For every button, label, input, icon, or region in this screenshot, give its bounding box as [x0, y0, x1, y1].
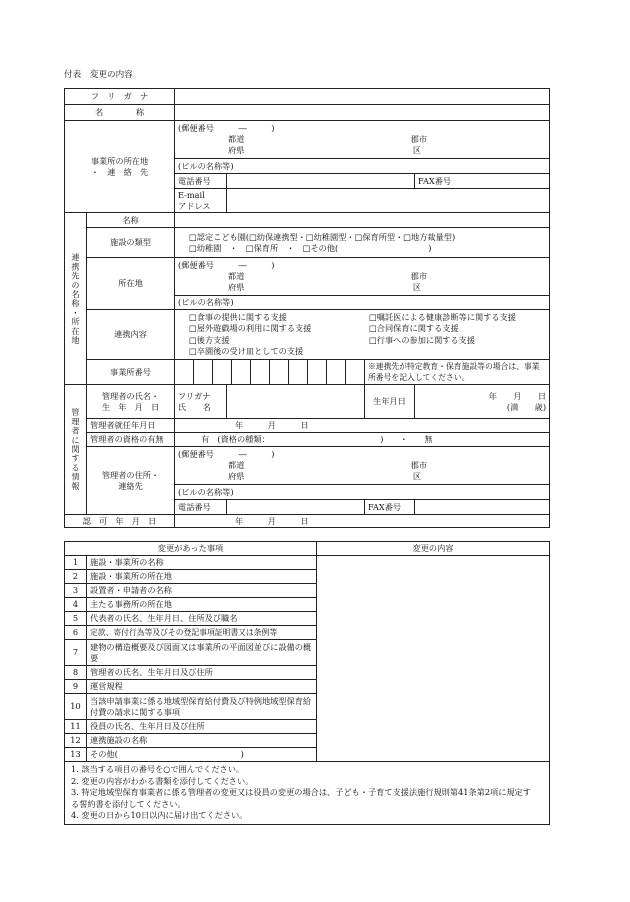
- change-item[interactable]: 定款、寄付行為等及びその登記事項証明書又は条例等: [87, 626, 317, 640]
- note-2: 2. 変更の内容がわかる書類を添付してください。: [71, 775, 254, 786]
- change-no: 3: [65, 584, 87, 598]
- change-item[interactable]: 設置者・申請者の名称: [87, 584, 317, 598]
- partner-name-field[interactable]: [175, 213, 550, 228]
- change-no: 10: [65, 694, 87, 720]
- birthdate-field[interactable]: 年 月 日 (満 歳): [415, 385, 550, 419]
- change-item[interactable]: その他( ): [87, 748, 317, 762]
- changes-table: [64, 541, 550, 825]
- changes-header-right: 変更の内容: [317, 542, 550, 556]
- office-location-label: 事業所の所在地 ・ 連 絡 先: [65, 121, 175, 213]
- manager-phone-label: 電話番号: [175, 500, 227, 515]
- building-name-field[interactable]: (ビルの名称等): [175, 159, 550, 174]
- manager-address-field[interactable]: (郵便番号 ― ) 都道 郡市 府県 区: [175, 447, 550, 485]
- manager-side-label: 管理者に関する情報: [65, 385, 87, 515]
- change-no: 13: [65, 748, 87, 762]
- office-no-note: ※連携先が特定教育・保育施設等の場合は、事業所番号を記入してください。: [365, 360, 550, 385]
- note-1: 1. 該当する項目の番号を○で囲んでください。: [71, 764, 245, 774]
- phone-label: 電話番号: [175, 174, 227, 189]
- qualification-label: 管理者の資格の有無: [87, 433, 175, 447]
- change-item[interactable]: 運営規程: [87, 680, 317, 694]
- birthdate-label: 生年月日: [365, 385, 415, 419]
- facility-type-label: 施設の類型: [87, 228, 175, 258]
- office-no-boxes[interactable]: [175, 360, 365, 385]
- office-no-label: 事業所番号: [87, 360, 175, 385]
- change-item[interactable]: 連携施設の名称: [87, 734, 317, 748]
- coop-label: 連携内容: [87, 310, 175, 360]
- change-no: 2: [65, 570, 87, 584]
- manager-fax-label: FAX番号: [365, 500, 415, 515]
- change-no: 4: [65, 598, 87, 612]
- partner-building-field[interactable]: (ビルの名称等): [175, 296, 550, 310]
- qualification-field[interactable]: 有 (資格の種類： ) ・ 無: [175, 433, 550, 447]
- manager-furigana-shimei-label: フリガナ 氏 名: [175, 385, 227, 419]
- notes: [65, 762, 550, 825]
- change-item[interactable]: 当該申請事業に係る地域型保育給付費及び特例地域型保育給付費の請求に関する事項: [87, 694, 317, 720]
- manager-address-label: 管理者の住所・ 連絡先: [87, 447, 175, 515]
- note-3: 3. 特定地域型保育事業者に係る管理者の変更又は役員の変更の場合は、子ども・子育て支援法施行規則第41条第2項に規定する誓約書を添付してください。: [71, 787, 531, 809]
- page-title: 付表 変更の内容: [64, 70, 133, 80]
- main-form-table: [64, 88, 550, 528]
- name-label: 名 称: [65, 105, 175, 121]
- change-item[interactable]: 建物の構造概要及び図面又は事業所の平面図並びに設備の概要: [87, 640, 317, 666]
- phone-field[interactable]: [227, 174, 415, 189]
- change-no: 9: [65, 680, 87, 694]
- change-item[interactable]: 役員の氏名、生年月日及び住所: [87, 720, 317, 734]
- partner-side-label: 連携先の名称・所在地: [65, 213, 87, 385]
- change-no: 1: [65, 556, 87, 570]
- office-address-field[interactable]: (郵便番号 ― ) 都道 郡市 府県 区: [175, 121, 550, 159]
- change-item[interactable]: 管理者の氏名、生年月日及び住所: [87, 666, 317, 680]
- approval-field[interactable]: 年 月 日: [175, 515, 550, 528]
- changes-header-left: 変更があった事項: [65, 542, 317, 556]
- appointed-field[interactable]: 年 月 日: [175, 419, 550, 433]
- change-item[interactable]: 代表者の氏名、生年月日、住所及び職名: [87, 612, 317, 626]
- change-no: 12: [65, 734, 87, 748]
- change-item[interactable]: 施設・事業所の所在地: [87, 570, 317, 584]
- change-item[interactable]: 施設・事業所の名称: [87, 556, 317, 570]
- email-label: E-mail アドレス: [175, 189, 227, 213]
- fax-label: FAX番号: [415, 174, 550, 189]
- manager-fax-field[interactable]: [415, 500, 550, 515]
- change-content-field[interactable]: [317, 556, 550, 762]
- change-no: 5: [65, 612, 87, 626]
- partner-address-field[interactable]: (郵便番号 ― ) 都道 郡市 府県 区: [175, 258, 550, 296]
- partner-location-label: 所在地: [87, 258, 175, 310]
- change-no: 7: [65, 640, 87, 666]
- note-4: 4. 変更の日から10日以内に届け出てください。: [71, 810, 248, 821]
- change-no: 6: [65, 626, 87, 640]
- partner-name-label: 名称: [87, 213, 175, 228]
- manager-name-birth-label: 管理者の氏名・ 生 年 月 日: [87, 385, 175, 419]
- change-no: 11: [65, 720, 87, 734]
- appointed-label: 管理者就任年月日: [87, 419, 175, 433]
- manager-phone-field[interactable]: [227, 500, 365, 515]
- facility-type-options[interactable]: □認定こども園(□幼保連携型・□幼稚園型・□保育所型・□地方裁量型) □幼稚園 ・ □保育所 ・ □その他( ): [175, 228, 550, 258]
- manager-name-field[interactable]: [227, 385, 365, 419]
- email-field[interactable]: [227, 189, 550, 213]
- name-field[interactable]: [175, 105, 550, 121]
- furigana-label: フ リ ガ ナ: [65, 89, 175, 105]
- furigana-field[interactable]: [175, 89, 550, 105]
- manager-building-field[interactable]: (ビルの名称等): [175, 485, 550, 500]
- coop-options[interactable]: □食事の提供に関する支援 □嘱託医による健康診断等に関する支援 □屋外遊戯場の利用に関する支援 □合同保育に関する支援 □後方支援 □行事への参加に関する支援 □卒園後の受け皿としての支援: [175, 310, 550, 360]
- change-item[interactable]: 主たる事務所の所在地: [87, 598, 317, 612]
- approval-label: 認 可 年 月 日: [65, 515, 175, 528]
- change-no: 8: [65, 666, 87, 680]
